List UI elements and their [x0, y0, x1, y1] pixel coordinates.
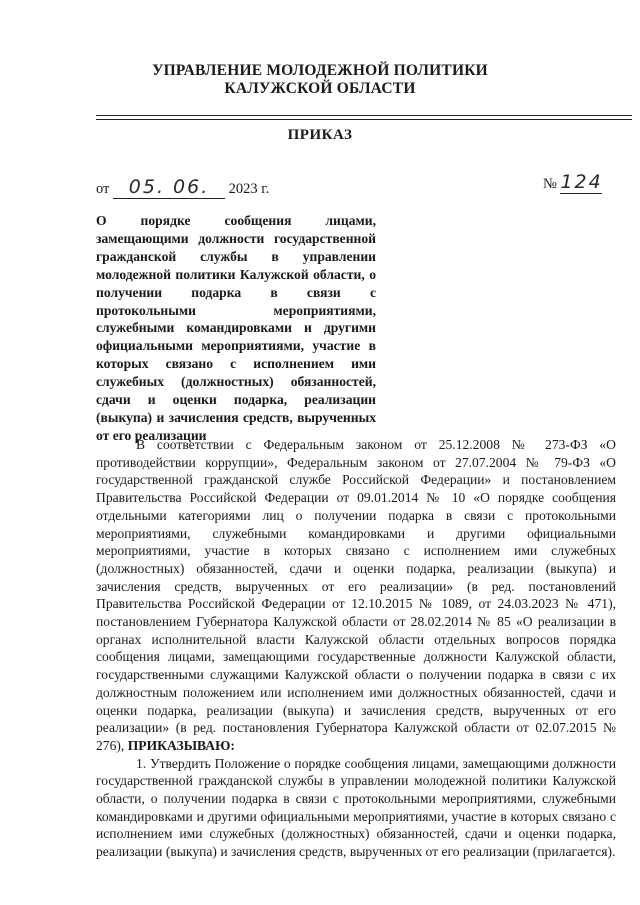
preamble-paragraph	[96, 436, 616, 755]
organization-name-line2: КАЛУЖСКОЙ ОБЛАСТИ	[224, 80, 416, 97]
order-keyword: ПРИКАЗЫВАЮ:	[127, 737, 235, 753]
date-year: 2023 г.	[228, 181, 270, 197]
number-handwritten: 124	[560, 171, 603, 193]
date-prefix: от	[96, 181, 110, 197]
order-item-1: 1. Утвердить Положение о порядке сообщения лицами, замещающими должности государственной гражданской службы в управлении молодежной политики Калужской области, о получении подарка в связи с протокольными мероприятиями, служебными командировками и другими официальными мероприятиями, участие в которых связано с исполнением ими служебных (должностных) обязанностей, сдачи и оценки подарка, реализации (выкупа) и зачисления средств, вырученных от его реализации (прилагается).	[96, 755, 616, 860]
header-divider-top	[96, 115, 632, 116]
document-body	[96, 436, 616, 861]
document-date	[96, 176, 269, 199]
organization-name-line1: УПРАВЛЕНИЕ МОЛОДЕЖНОЙ ПОЛИТИКИ	[152, 62, 488, 79]
document-subject: О порядке сообщения лицами, замещающими должности государственной гражданской службы в управлении молодежной политики Калужской области, о получении подарка в связи с протокольными мероприятиями, служебными командировками и другими официальными мероприятиями, участие в которых связано с исполнением ими служебных (должностных) обязанностей, сдачи и оценки подарка, реализации (выкупа) и зачисления средств, вырученных от его реализации	[96, 213, 376, 443]
number-prefix: №	[543, 176, 557, 192]
document-number	[543, 171, 602, 194]
header-divider-bottom	[96, 119, 632, 120]
date-handwritten: 05. 06.	[113, 176, 225, 199]
preamble-text: В соответствии с Федеральным законом от 25.12.2008 № 273-ФЗ «О противодействии коррупции», Федеральным законом от 27.07.2004 № 79-ФЗ «О государственной гражданской службе Российской Федерации» и постановлением Правительства Российской Федерации от 09.01.2014 № 10 «О порядке сообщения отдельными категориями лиц о получении подарка в связи с протокольными мероприятиями, служебными командировками и другими официальными мероприятиями, участие в которых связано с исполнением ими служебных (должностных) обязанностей, сдачи и оценки подарка, реализации (выкупа) и зачисления средств, вырученных от его реализации» (в ред. постановлений Правительства Российской Федерации от 12.10.2015 № 1089, от 24.03.2023 № 471), постановлением Губернатора Калужской области от 28.02.2014 № 85 «О реализации в органах исполнительной власти Калужской области отдельных вопросов порядка сообщения лицами, замещающими государственные должности Калужской области, государственными служащими Калужской области о получении подарка в связи с их должностным положением или исполнением ими должностных обязанностей, сдачи и оценки подарка, реализации (выкупа) и зачисления средств, вырученных от его реализации» (в ред. постановления Губернатора Калужской области от 02.07.2015 № 276),	[96, 437, 616, 753]
document-title: ПРИКАЗ	[287, 127, 353, 143]
